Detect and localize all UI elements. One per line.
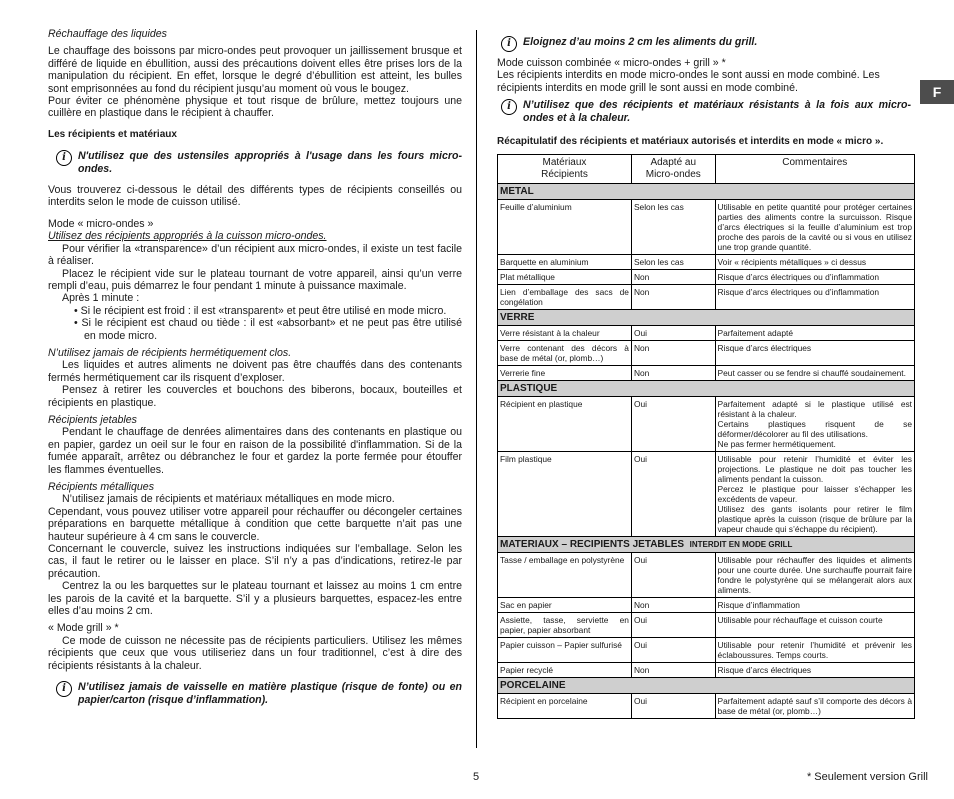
cell-suitable: Oui	[631, 553, 715, 598]
section-label: PORCELAINE	[498, 678, 915, 694]
containers-table	[497, 154, 915, 719]
cell-suitable: Oui	[631, 397, 715, 452]
cell-material: Sac en papier	[498, 598, 632, 613]
cell-suitable: Non	[631, 285, 715, 310]
table-row	[498, 341, 915, 366]
section-title-reheating: Réchauffage des liquides	[48, 28, 167, 40]
table-row	[498, 598, 915, 613]
micro-paragraph-2: Placez le récipient vide sur le plateau tournant de votre appareil, ainsi qu’un verre rempli d’eau, puis démarrez le four pendant 1 minute à puissance maximale.	[48, 267, 462, 292]
table-row	[498, 285, 915, 310]
section-label: VERRE	[498, 310, 915, 326]
bullet-hot: • Si le récipient est chaud ou tiède : il est «absorbant» et ne peut pas être utilisé en mode micro.	[74, 317, 462, 342]
column-divider	[476, 30, 477, 748]
info-icon: i	[56, 150, 72, 166]
bullet-cold: • Si le récipient est froid : il est «transparent» et peut être utilisé en mode micro.	[74, 304, 447, 317]
note-resistant	[497, 99, 911, 124]
cell-comment: Utilisable pour réchauffage et cuisson courte	[715, 613, 914, 638]
cell-comment: Risque d’arcs électriques ou d’inflammation	[715, 270, 914, 285]
section-row-porcelain	[498, 678, 915, 694]
micro-paragraph-3: Après 1 minute :	[62, 292, 140, 305]
micro-paragraph-1: Pour vérifier la «transparence» d’un récipient aux micro-ondes, il existe un test facile à réaliser.	[48, 242, 462, 268]
cell-comment: Risque d’arcs électriques	[715, 341, 914, 366]
cell-comment: Utilisable en petite quantité pour protéger certaines parties des aliments contre la surcuisson. Risque d’arcs électriques si la feuille d’aluminium est trop proche des parois de la cavité ou si vous en utilisez une trop grande quantité.	[715, 200, 914, 255]
header-microwave-line2: Micro-ondes	[645, 169, 701, 181]
cell-suitable: Non	[631, 341, 715, 366]
metal-paragraph-2: Cependant, vous pouvez utiliser votre appareil pour réchauffer ou décongeler certaines préparations en barquette métallique à condition que cette barquette n’ait pas une hauteur supérieure à 4 cm sans le couvercle.	[48, 505, 462, 543]
note-grill-distance	[497, 36, 911, 52]
table-row	[498, 553, 915, 598]
comment-line: Utilisable pour retenir l’humidité et éviter les projections. Le plastique ne doit pas toucher les aliments pendant la cuisson.	[717, 454, 912, 485]
cell-suitable: Oui	[631, 613, 715, 638]
cell-material: Assiette, tasse, serviette en papier, papier absorbant	[498, 613, 632, 638]
cell-material: Feuille d’aluminium	[498, 200, 632, 255]
mode-micro-title: Mode « micro-ondes »	[48, 217, 154, 230]
section-row-metal	[498, 184, 915, 200]
table-row	[498, 452, 915, 537]
comment-line: Ne pas fermer hermétiquement.	[717, 439, 836, 450]
comment-line: Certains plastiques risquent de se déformer/décolorer au fil des utilisations.	[717, 419, 912, 440]
cell-comment: Parfaitement adapté	[715, 326, 914, 341]
metal-title: Récipients métalliques	[48, 481, 154, 493]
cell-material: Verrerie fine	[498, 366, 632, 381]
metal-paragraph-4: Centrez la ou les barquettes sur le plateau tournant et laissez au moins 1 cm entre les parois de la cavité et la barquette. S’il y a plusieurs barquettes, espacez-les entre elles d’au moins 2 cm.	[48, 580, 462, 618]
cell-material: Papier recyclé	[498, 663, 632, 678]
footnote: * Seulement version Grill	[806, 771, 928, 783]
cell-material: Plat métallique	[498, 270, 632, 285]
cell-material: Film plastique	[498, 452, 632, 537]
disposable-paragraph: Pendant le chauffage de denrées alimentaires dans des contenants en plastique ou en papier, gardez un oeil sur le four en raison de la possibilité d'inflammation. Si de la fumée apparaît, arrêtez ou débranchez le four et gardez la porte fermée pour étouffer les flammes éventuelles.	[48, 426, 462, 476]
right-column	[497, 36, 911, 719]
table-title: Récapitulatif des récipients et matériaux autorisés et interdits en mode « micro ».	[497, 136, 884, 148]
cell-material: Récipient en porcelaine	[498, 694, 632, 719]
header-materials-line2: Récipients	[541, 169, 588, 181]
table-row	[498, 326, 915, 341]
info-icon: i	[501, 99, 517, 115]
grill-title: « Mode grill » *	[48, 622, 119, 635]
table-row	[498, 200, 915, 255]
table-row	[498, 613, 915, 638]
containers-intro: Vous trouverez ci-dessous le détail des différents types de récipients conseillés ou interdits selon le mode de cuisson utilisé.	[48, 184, 462, 209]
closed-paragraph-2: Pensez à retirer les couvercles et bouchons des biberons, bocaux, bouteilles et récipients en plastique.	[48, 384, 462, 409]
cell-suitable: Non	[631, 663, 715, 678]
table-header-row	[498, 155, 915, 184]
comment-line: Parfaitement adapté si le plastique utilisé est résistant à la chaleur.	[717, 399, 912, 420]
header-materials-line1: Matériaux	[542, 157, 587, 169]
cell-comment: Utilisable pour retenir l’humidité et prévenir les éclaboussures. Temps courts.	[715, 638, 914, 663]
header-comments: Commentaires	[715, 155, 914, 184]
mode-micro-subtitle: Utilisez des récipients appropriés à la cuisson micro-ondes.	[48, 230, 327, 243]
closed-paragraph-1: Les liquides et autres aliments ne doivent pas être chauffés dans des contenants fermés hermétiquement car ils risquent d’exploser.	[48, 359, 462, 384]
cell-suitable: Oui	[631, 326, 715, 341]
cell-comment: Peut casser ou se fendre si chauffé soudainement.	[715, 366, 914, 381]
cell-material: Récipient en plastique	[498, 397, 632, 452]
reheating-paragraph-1: Le chauffage des boissons par micro-ondes peut provoquer un jaillissement brusque et différé de liquide en ébullition, aussi des précautions doivent elles être prises lors de la manipulation du récipient. En effet, lorsque le degré d’ébullition est atteint, les bulles sont emprisonnées au fond du récipient jusqu’au moment où vous le bougez.	[48, 45, 462, 95]
note-plastic-text: N’utilisez jamais de vaisselle en matière plastique (risque de fonte) ou en papier/carton (risque d’inflammation).	[78, 681, 462, 706]
cell-material: Papier cuisson – Papier sulfurisé	[498, 638, 632, 663]
grill-paragraph: Ce mode de cuisson ne nécessite pas de récipients particuliers. Utilisez les mêmes récipients que ceux que vous utiliseriez dans un four traditionnel, c’est à dire des récipients résistants à la chaleur.	[48, 634, 462, 672]
page-number: 5	[473, 771, 480, 783]
table-row	[498, 663, 915, 678]
cell-comment: Parfaitement adapté sauf s’il comporte des décors à base de métal (or, plomb…)	[715, 694, 914, 719]
cell-comment	[715, 397, 914, 452]
section-title-containers: Les récipients et matériaux	[48, 128, 177, 140]
cell-comment	[715, 452, 914, 537]
cell-material: Lien d’emballage des sacs de congélation	[498, 285, 632, 310]
cell-comment: Voir « récipients métalliques » ci dessus	[715, 255, 914, 270]
info-icon: i	[56, 681, 72, 697]
note-resistant-text: N’utilisez que des récipients et matériaux résistants à la fois aux micro-ondes et à la chaleur.	[523, 99, 911, 124]
combi-title: Mode cuisson combinée « micro-ondes + grill » *	[497, 57, 726, 69]
note-grill-distance-text: Eloignez d’au moins 2 cm les aliments du grill.	[523, 36, 758, 48]
combi-paragraph: Les récipients interdits en mode micro-ondes le sont aussi en mode combiné. Les récipients interdits en mode grill le sont aussi en mode combiné.	[497, 69, 880, 94]
table-row	[498, 638, 915, 663]
section-row-disposable	[498, 537, 915, 553]
section-label: METAL	[498, 184, 915, 200]
section-row-plastic	[498, 381, 915, 397]
section-label: PLASTIQUE	[498, 381, 915, 397]
section-label	[498, 537, 915, 553]
info-icon: i	[501, 36, 517, 52]
header-microwave	[631, 155, 715, 184]
cell-material: Tasse / emballage en polystyrène	[498, 553, 632, 598]
left-column	[48, 28, 462, 706]
table-row	[498, 694, 915, 719]
cell-suitable: Non	[631, 366, 715, 381]
header-materials	[498, 155, 632, 184]
cell-comment: Risque d’inflammation	[715, 598, 914, 613]
table-row	[498, 270, 915, 285]
cell-comment: Risque d’arcs électriques	[715, 663, 914, 678]
note-utensils-text: N'utilisez que des ustensiles appropriés à l'usage dans les fours micro-ondes.	[78, 150, 462, 175]
note-utensils	[48, 150, 462, 175]
header-microwave-line1: Adapté au	[650, 157, 697, 169]
note-plastic	[48, 681, 462, 706]
cell-material: Verre contenant des décors à base de métal (or, plomb…)	[498, 341, 632, 366]
cell-suitable: Non	[631, 270, 715, 285]
cell-suitable: Selon les cas	[631, 200, 715, 255]
closed-title: N’utilisez jamais de récipients hermétiquement clos.	[48, 346, 292, 359]
metal-paragraph-3: Concernant le couvercle, suivez les instructions indiquées sur l’emballage. Selon les cas, il faut le retirer ou le laisser en place. S’il n’y a pas d’indications, retirez-le par précaution.	[48, 543, 462, 580]
cell-material: Barquette en aluminium	[498, 255, 632, 270]
cell-comment: Utilisable pour réchauffer des liquides et aliments pour une courte durée. Une surchauffe pourrait faire fondre le polystyrène qui se mélangerait alors aux aliments.	[715, 553, 914, 598]
comment-line: Percez le plastique pour laisser s’échapper les excédents de vapeur.	[717, 484, 912, 505]
cell-material: Verre résistant à la chaleur	[498, 326, 632, 341]
cell-suitable: Oui	[631, 694, 715, 719]
metal-paragraph-1: N’utilisez jamais de récipients et matériaux métalliques en mode micro.	[62, 493, 395, 506]
table-row	[498, 366, 915, 381]
table-row	[498, 397, 915, 452]
cell-comment: Risque d’arcs électriques ou d’inflammation	[715, 285, 914, 310]
section-row-glass	[498, 310, 915, 326]
cell-suitable: Non	[631, 598, 715, 613]
language-tab: F	[920, 80, 954, 104]
cell-suitable: Oui	[631, 638, 715, 663]
reheating-paragraph-2: Pour éviter ce phénomène physique et tout risque de brûlure, mettez toujours une cuillère en plastique dans le récipient à chauffer.	[48, 95, 462, 120]
section-label-main: MATERIAUX – RECIPIENTS JETABLES	[500, 539, 685, 551]
cell-suitable: Oui	[631, 452, 715, 537]
table-row	[498, 255, 915, 270]
comment-line: Utilisez des gants isolants pour retirer le film plastique après la cuisson (risque de brûlure par la vapeur chaude qui s’échappe du récipient).	[717, 504, 912, 535]
section-label-sub: INTERDIT EN MODE GRILL	[689, 540, 793, 550]
disposable-title: Récipients jetables	[48, 413, 137, 426]
cell-suitable: Selon les cas	[631, 255, 715, 270]
